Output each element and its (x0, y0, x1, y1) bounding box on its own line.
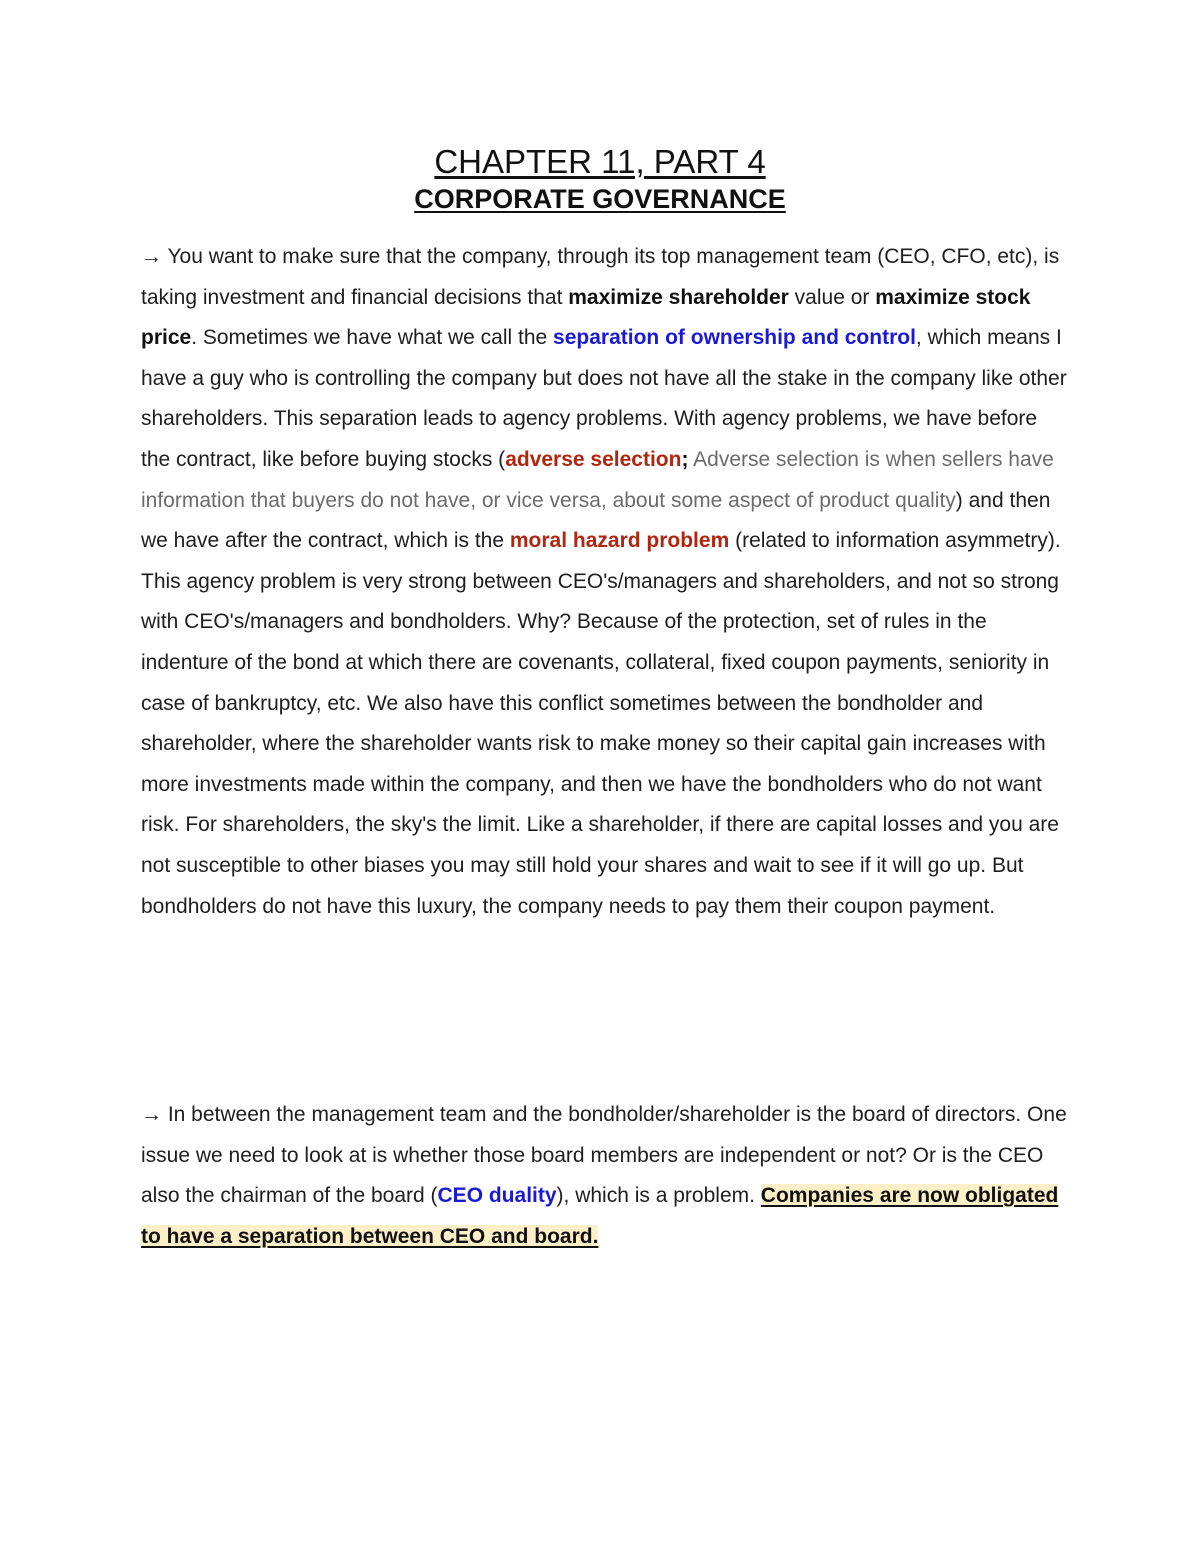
paragraph1-text-5: ) and then we have after the contract, which is the (141, 488, 1051, 553)
term-separation-of-ownership: separation of ownership and control (553, 326, 916, 350)
arrow-icon: → (141, 245, 162, 268)
term-ceo-duality: CEO duality (437, 1184, 557, 1208)
paragraph2-text-2: ), which is a problem. (556, 1184, 761, 1208)
paragraph1-text-1: You want to make sure that the company, through its top management team (CEO, CFO, etc), is taking investment and financial decisions that (141, 245, 1060, 309)
paragraph-board-of-directors (141, 1095, 1071, 1257)
bold-maximize-stock-price: maximize stock price (141, 285, 1031, 350)
paragraph1-text-3: . Sometimes we have what we call the (191, 326, 554, 350)
paragraph1-text-4: , which means I have a guy who is controlling the company but does not have all the stake in the company like other shareholders. This separation leads to agency problems. With agency problems, we have before the contract, like before buying stocks ( (141, 326, 1067, 471)
paragraph-agency-problems (141, 237, 1071, 927)
adverse-selection-definition: Adverse selection is when sellers have information that buyers do not have, or vice versa, about some aspect of product quality (141, 447, 1054, 512)
bold-maximize-shareholder: maximize shareholder (568, 285, 789, 309)
term-moral-hazard: moral hazard problem (509, 529, 730, 553)
highlighted-conclusion: Companies are now obligated to have a separation between CEO and board. (141, 1184, 1059, 1248)
paragraph2-text-1: In between the management team and the bondholder/shareholder is the board of directors. One issue we need to look at is whether those board members are independent or not? Or is the CEO also the chairman of the board ( (141, 1103, 1067, 1208)
chapter-title: CHAPTER 11, PART 4 (434, 143, 766, 180)
paragraph1-text-2: value or (788, 285, 876, 309)
paragraph1-text-6: (related to information asymmetry). This agency problem is very strong between CEO's/managers and shareholders, and not so strong with CEO's/managers and bondholders. Why? Because of the protection, set of rules in the indenture of the bond at which there are covenants, collateral, fixed coupon payments, seniority in case of bankruptcy, etc. We also have this conflict sometimes between the bondholder and shareholder, where the shareholder wants risk to make money so their capital gain increases with more investments made within the company, and then we have the bondholders who do not want risk. For shareholders, the sky's the limit. Like a shareholder, if there are capital losses and you are not susceptible to other biases you may still hold your shares and wait to see if it will go up. But bondholders do not have this luxury, the company needs to pay them their coupon payment. (141, 529, 1061, 918)
semicolon: ; (681, 447, 689, 471)
term-adverse-selection: adverse selection (505, 447, 682, 471)
section-title: CORPORATE GOVERNANCE (414, 184, 786, 214)
arrow-icon: → (141, 1103, 162, 1126)
